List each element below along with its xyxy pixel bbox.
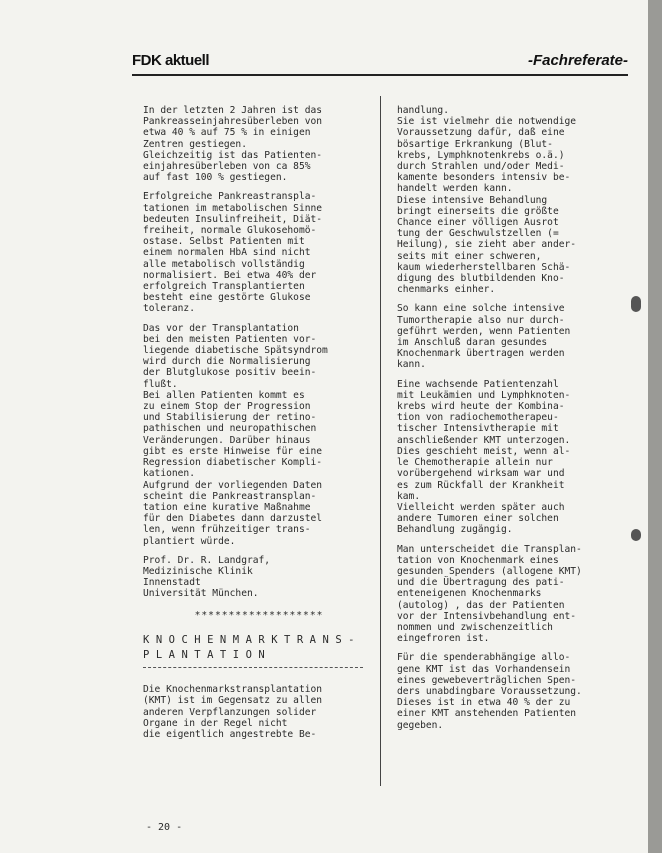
header-publication-title: FDK aktuell: [132, 52, 210, 69]
right-paragraph-1: handlung. Sie ist vielmehr die notwendige Voraussetzung dafür, daß eine bösartige Erkrankung (Blut- krebs, Lymphknotenkrebs o.ä.) durch Strahlen und/oder Medi- kamente besonders intensiv be- handelt werden kann. Diese intensive Behandlung bringt einerseits die größte Chance einer völligen Ausrot tung der Geschwulstzellen (= Heilung), sie zieht aber ander- seits mit einer schweren, kaum wiederherstellbaren Schä- digung des blutbildenden Kno- chenmarks einher.: [397, 105, 577, 296]
page-number: - 20 -: [146, 822, 183, 833]
page-header: [132, 52, 628, 74]
left-paragraph-3: Das vor der Transplantation bei den meisten Patienten vor- liegende diabetische Spätsyndrom wird durch die Normalisierung der Blutglukose positiv beein- flußt. Bei allen Patienten kommt es zu einem Stop der Progression und Stabilisierung der retino- pathischen und neuropathischen Veränderungen. Darüber hinaus gibt es erste Hinweise für eine Regression diabetischer Kompli- kationen. Aufgrund der vorliegenden Daten scheint die Pankreastransplan- tation eine kurative Maßnahme für den Diabetes dann darzustel len, wenn frühzeitiger trans- plantiert würde.: [143, 322, 328, 547]
right-paragraph-3: Eine wachsende Patientenzahl mit Leukämien und Lymphknoten- krebs wird heute der Kombina- tion von radiochemotherapeu- tischer Intensivtherapie mit anschließender KMT unterzogen. Dies geschieht meist, wenn al- le Chemotherapie allein nur vorübergehend wirksam war und es zum Rückfall der Krankheit kam. Vielleicht werden später auch andere Tumoren einer solchen Behandlung zugängig.: [397, 378, 571, 536]
right-paragraph-4: Man unterscheidet die Transplan- tation von Knochenmark eines gesunden Spenders (allogene KMT) und die Übertragung des pati- enteneigenen Knochenmarks (autolog) , das der Patienten vor der Intensivbehandlung ent- nommen und zwischenzeitlich eingefroren ist.: [397, 543, 582, 645]
right-paragraph-5: Für die spenderabhängige allo- gene KMT ist das Vorhandensein eines gewebeverträglichen Spen- ders unabdingbare Voraussetzung. Dieses ist in etwa 40 % der zu einer KMT anstehenden Patienten gegeben.: [397, 652, 582, 731]
heading-underline: [143, 667, 363, 668]
header-rule: [132, 74, 628, 76]
author-signature: Prof. Dr. R. Landgraf, Medizinische Klinik Innenstadt Universität München.: [143, 554, 271, 600]
left-paragraph-final: Die Knochenmarkstransplantation (KMT) ist im Gegensatz zu allen anderen Verpflanzungen solider Organe in der Regel nicht die eigentlich angestrebte Be-: [143, 684, 323, 740]
column-divider: [380, 96, 381, 786]
left-paragraph-1: In der letzten 2 Jahren ist das Pankreasseinjahresüberleben von etwa 40 % auf 75 % in einigen Zentren gestiegen. Gleichzeitig ist das Patienten- einjahresüberleben von ca 85% auf fast 100 % gestiegen.: [143, 105, 323, 184]
binder-hole-mark-lower: [631, 529, 641, 541]
left-column: [143, 105, 375, 748]
right-column: [397, 105, 635, 739]
header-section-title: -Fachreferate-: [527, 52, 628, 69]
section-heading-line-1: KNOCHENMARKTRANS-: [143, 633, 361, 646]
section-heading-line-2: PLANTATION: [143, 648, 272, 661]
left-paragraph-2: Erfolgreiche Pankreastranspla- tationen im metabolischen Sinne bedeuten Insulinfreiheit, Diät- freiheit, normale Glukosehomö- ostase. Selbst Patienten mit einem normalen HbA sind nicht alle metabolisch vollständig normalisiert. Bei etwa 40% der erfolgreich Transplantierten besteht eine gestörte Glukose toleranz.: [143, 191, 323, 315]
right-paragraph-2: So kann eine solche intensive Tumortherapie also nur durch- geführt werden, wenn Patienten im Anschluß daran gesundes Knochenmark übertragen werden kann.: [397, 303, 571, 371]
section-separator-stars: *******************: [194, 609, 324, 621]
scan-edge: [648, 0, 662, 853]
binder-hole-mark: [631, 296, 641, 312]
